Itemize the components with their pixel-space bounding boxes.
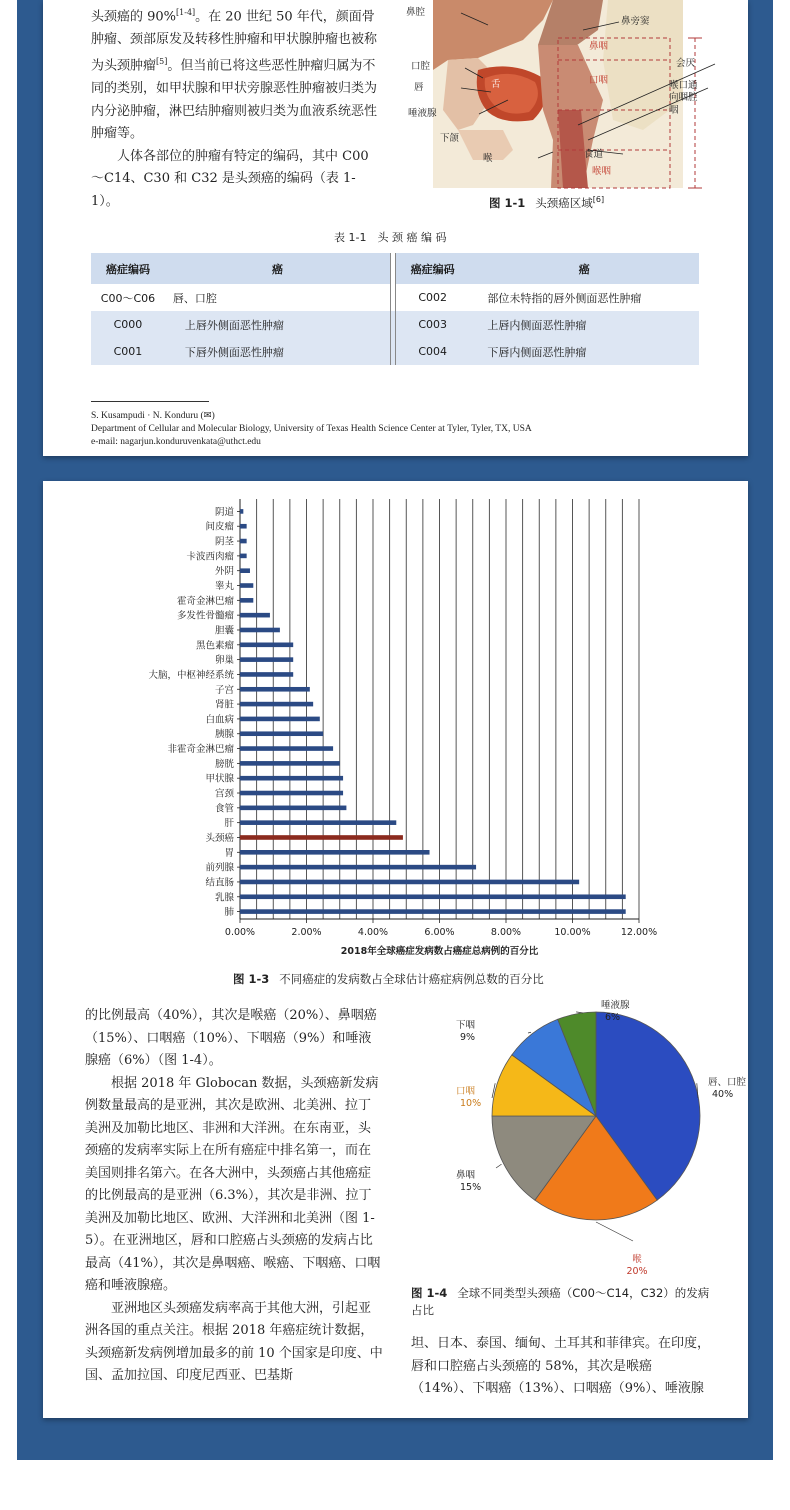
category-label: 结直肠: [205, 877, 234, 889]
bar: [240, 865, 476, 870]
label-hypopharynx: 喉咽: [592, 166, 612, 177]
category-label: 肝: [224, 818, 234, 830]
label-salivary-gland: 唾液腺: [408, 108, 437, 119]
leader-line: [596, 1222, 633, 1241]
bar: [240, 702, 313, 707]
category-label: 宫颈: [214, 788, 234, 800]
bar: [240, 835, 403, 840]
x-tick-label: 4.00%: [357, 927, 389, 938]
bar: [240, 568, 250, 573]
table-cell: C000: [91, 311, 165, 338]
bar: [240, 776, 343, 781]
category-label: 肺: [224, 907, 234, 919]
slice-name-label: 唇、口腔: [708, 1077, 747, 1088]
footnote-email: e-mail: nagarjun.konduruvenkata@uthct.edu: [91, 437, 261, 447]
category-label: 黑色素瘤: [195, 640, 234, 652]
bar: [240, 850, 430, 855]
category-label: 胆囊: [214, 625, 234, 637]
category-label: 霍奇金淋巴瘤: [176, 595, 234, 607]
category-label: 乳腺: [214, 892, 234, 904]
bar: [240, 791, 343, 796]
label-esophagus: 食道: [584, 149, 604, 160]
label-nasal-cavity: 鼻腔: [406, 7, 426, 18]
footnote-authors: S. Kusampudi · N. Konduru (✉): [91, 411, 215, 421]
document-page-2: [43, 481, 748, 1418]
x-tick-label: 8.00%: [490, 927, 522, 938]
bar: [240, 628, 280, 633]
label-mandible: 下颌: [440, 133, 460, 144]
label-laryngeal-inlet-3: 咽: [669, 105, 679, 116]
table-header-cell: 癌: [165, 253, 391, 284]
page2-paragraph-3: 亚洲地区头颈癌发病率高于其他大洲，引起亚洲各国的重点关注。根据 2018 年癌症统计数据，头颈癌新发病例增加最多的前 10 个国家是印度、中国、孟加拉国、印度尼西亚、巴基斯: [85, 1300, 383, 1383]
bar: [240, 820, 396, 825]
category-label: 胰腺: [214, 729, 234, 741]
category-label: 大脑，中枢神经系统: [148, 669, 234, 681]
slice-name-label: 喉: [632, 1254, 642, 1265]
x-axis-title: 2018年全球癌症发病数占癌症总病例的百分比: [340, 946, 539, 957]
bar: [240, 539, 247, 544]
bar: [240, 909, 626, 914]
table-cell: C002: [418, 291, 448, 304]
slice-value-label: 40%: [712, 1089, 734, 1100]
slice-value-label: 20%: [626, 1266, 648, 1277]
label-nasopharynx: 鼻咽: [589, 41, 609, 52]
figure-1-3-caption: 图 1-3 不同癌症的发病数占全球估计癌症病例总数的百分比: [233, 972, 544, 986]
table-cell: C00～C06: [100, 291, 156, 305]
x-tick-label: 2.00%: [291, 927, 322, 938]
bar: [240, 687, 310, 692]
page1-left-text: [91, 2, 381, 213]
label-lip: 唇: [414, 82, 424, 93]
category-label: 阴茎: [214, 536, 234, 548]
slice-name-label: 鼻咽: [456, 1170, 476, 1181]
label-laryngeal-inlet-1: 喉口通: [669, 80, 698, 91]
category-label: 睾丸: [214, 581, 234, 593]
table-cell: 下唇内侧面恶性肿瘤: [469, 338, 699, 365]
x-tick-label: 6.00%: [424, 927, 455, 938]
category-label: 食管: [214, 803, 234, 815]
category-label: 甲状腺: [205, 773, 234, 785]
figure-1-4-caption: 图 1-4 全球不同类型头颈癌（C00～C14，C32）的发病占比: [411, 1286, 710, 1317]
page2-paragraph-2: 根据 2018 年 Globocan 数据，头颈癌新发病例数量最高的是亚洲，其次是欧洲、北美洲、拉丁美洲及加勒比地区、非洲和大洋洲。在东南亚，头颈癌的发病率实际上在所有癌症中排名第一，而在美国则排名第六。在各大洲中，头颈癌占其他癌症的比例最高的是亚洲（6.3%），其次是非洲、拉丁美洲及加勒比地区、欧洲、大洋洲和北美洲（图 1-5）。在亚洲地区，唇和口腔癌占头颈癌的发病占比最高（41%），其次是鼻咽癌、喉癌、下咽癌、口咽癌和唾液腺癌。: [85, 1075, 381, 1293]
category-label: 多发性骨髓瘤: [176, 610, 234, 622]
category-label: 肾脏: [214, 699, 234, 711]
page1-paragraph-1: 头颈癌的 90%[1-4]。在 20 世纪 50 年代，颜面骨肿瘤、颈部原发及转移性肿瘤和甲状腺肿瘤也被称为头颈肿瘤[5]。但当前已将这些恶性肿瘤归属为不同的类别，如甲状腺和甲状旁腺恶性肿瘤被归类为内分泌肿瘤，淋巴结肿瘤则被归类为血液系统恶性肿瘤等。: [91, 8, 378, 142]
table-row: [91, 311, 699, 338]
table-1-1-title: 表 1-1 头 颈 癌 编 码: [334, 231, 447, 244]
category-label: 卵巢: [214, 655, 234, 667]
bar: [240, 554, 247, 559]
category-label: 白血病: [205, 714, 234, 726]
page2-paragraph-1: 的比例最高（40%），其次是喉癌（20%）、鼻咽癌（15%）、口咽癌（10%）、下咽癌（9%）和唾液腺癌（6%）（图 1-4）。: [85, 1008, 377, 1068]
table-header-cell: 癌症编码: [395, 253, 469, 284]
leader-line: [528, 1032, 531, 1033]
bar: [240, 598, 253, 603]
category-label: 非霍奇金淋巴瘤: [167, 744, 234, 756]
table-cell: C003: [395, 311, 469, 338]
table-header-cell: 癌症编码: [91, 253, 165, 284]
label-laryngeal-inlet-2: 向咽腔: [669, 92, 698, 103]
x-tick-label: 0.00%: [224, 927, 256, 938]
table-cell: 部位未特指的唇外侧面恶性肿瘤: [487, 291, 642, 305]
category-label: 胃: [224, 847, 234, 859]
table-header-cell: 癌: [469, 253, 699, 284]
slice-value-label: 6%: [605, 1012, 621, 1023]
category-label: 阴道: [214, 506, 234, 518]
footnote-divider: [91, 401, 209, 402]
leader-line: [496, 1164, 502, 1168]
table-cell: 下唇外侧面恶性肿瘤: [165, 338, 391, 365]
category-label: 膀胱: [214, 758, 234, 770]
label-epiglottis: 会厌: [676, 58, 696, 69]
slice-name-label: 口咽: [456, 1086, 476, 1097]
bar: [240, 806, 346, 811]
bar: [240, 509, 243, 514]
slice-value-label: 10%: [460, 1098, 482, 1109]
x-tick-label: 10.00%: [554, 927, 591, 938]
page1-paragraph-2: 人体各部位的肿瘤有特定的编码，其中 C00～C14、C30 和 C32 是头颈癌的编码（表 1-1）。: [91, 148, 369, 209]
category-label: 外阴: [214, 566, 234, 578]
bar: [240, 613, 270, 618]
bar: [240, 746, 333, 751]
head-neck-cancer-code-table: [91, 253, 699, 365]
footnote-affiliation: Department of Cellular and Molecular Biology, University of Texas Health Science Center at Tyler, Tyler, TX, USA: [91, 424, 532, 434]
cancer-incidence-bar-chart: [43, 481, 748, 961]
label-paranasal-sinus: 鼻旁窦: [621, 16, 650, 27]
table-header-row: [91, 253, 699, 284]
bar: [240, 894, 626, 899]
page2-right-paragraph: 坦、日本、泰国、缅甸、土耳其和菲律宾。在印度，唇和口腔癌占头颈癌的 58%，其次是喉癌（14%）、下咽癌（13%）、口咽癌（9%）、唾液腺: [411, 1336, 711, 1396]
category-label: 子宫: [214, 684, 234, 696]
bar: [240, 524, 247, 529]
bar: [240, 643, 293, 648]
table-cell: 唇、口腔: [172, 291, 217, 305]
label-larynx: 喉: [483, 153, 493, 164]
slice-name-label: 下咽: [456, 1020, 476, 1031]
table-row: [91, 284, 699, 311]
category-label: 头颈癌: [205, 832, 234, 844]
category-label: 卡波西肉瘤: [186, 551, 234, 563]
page2-right-text: [411, 1333, 711, 1401]
slice-name-label: 唾液腺: [601, 1000, 630, 1011]
table-cell: 上唇内侧面恶性肿瘤: [469, 311, 699, 338]
table-cell: C004: [395, 338, 469, 365]
page2-left-text: [85, 1005, 383, 1388]
category-label: 前列腺: [205, 862, 234, 874]
slice-value-label: 15%: [460, 1182, 482, 1193]
label-oropharynx: 口咽: [589, 75, 609, 86]
x-tick-label: 12.00%: [620, 927, 658, 938]
label-tongue: 舌: [491, 79, 501, 90]
bar: [240, 717, 320, 722]
bar: [240, 583, 253, 588]
bar: [240, 880, 579, 885]
table-row: [91, 338, 699, 365]
table-cell: C001: [91, 338, 165, 365]
bar: [240, 731, 323, 736]
bar: [240, 657, 293, 662]
slice-value-label: 9%: [460, 1032, 476, 1043]
table-cell: 上唇外侧面恶性肿瘤: [165, 311, 391, 338]
label-oral-cavity: 口腔: [411, 61, 431, 72]
leader-line: [576, 1012, 583, 1013]
figure-1-1-caption: 图 1-1 头颈癌区域[6]: [489, 195, 605, 210]
bar: [240, 761, 340, 766]
bar: [240, 672, 293, 677]
document-page-1: [43, 0, 748, 456]
head-neck-cancer-pie-chart: [398, 1000, 747, 1277]
category-label: 间皮瘤: [205, 521, 234, 533]
